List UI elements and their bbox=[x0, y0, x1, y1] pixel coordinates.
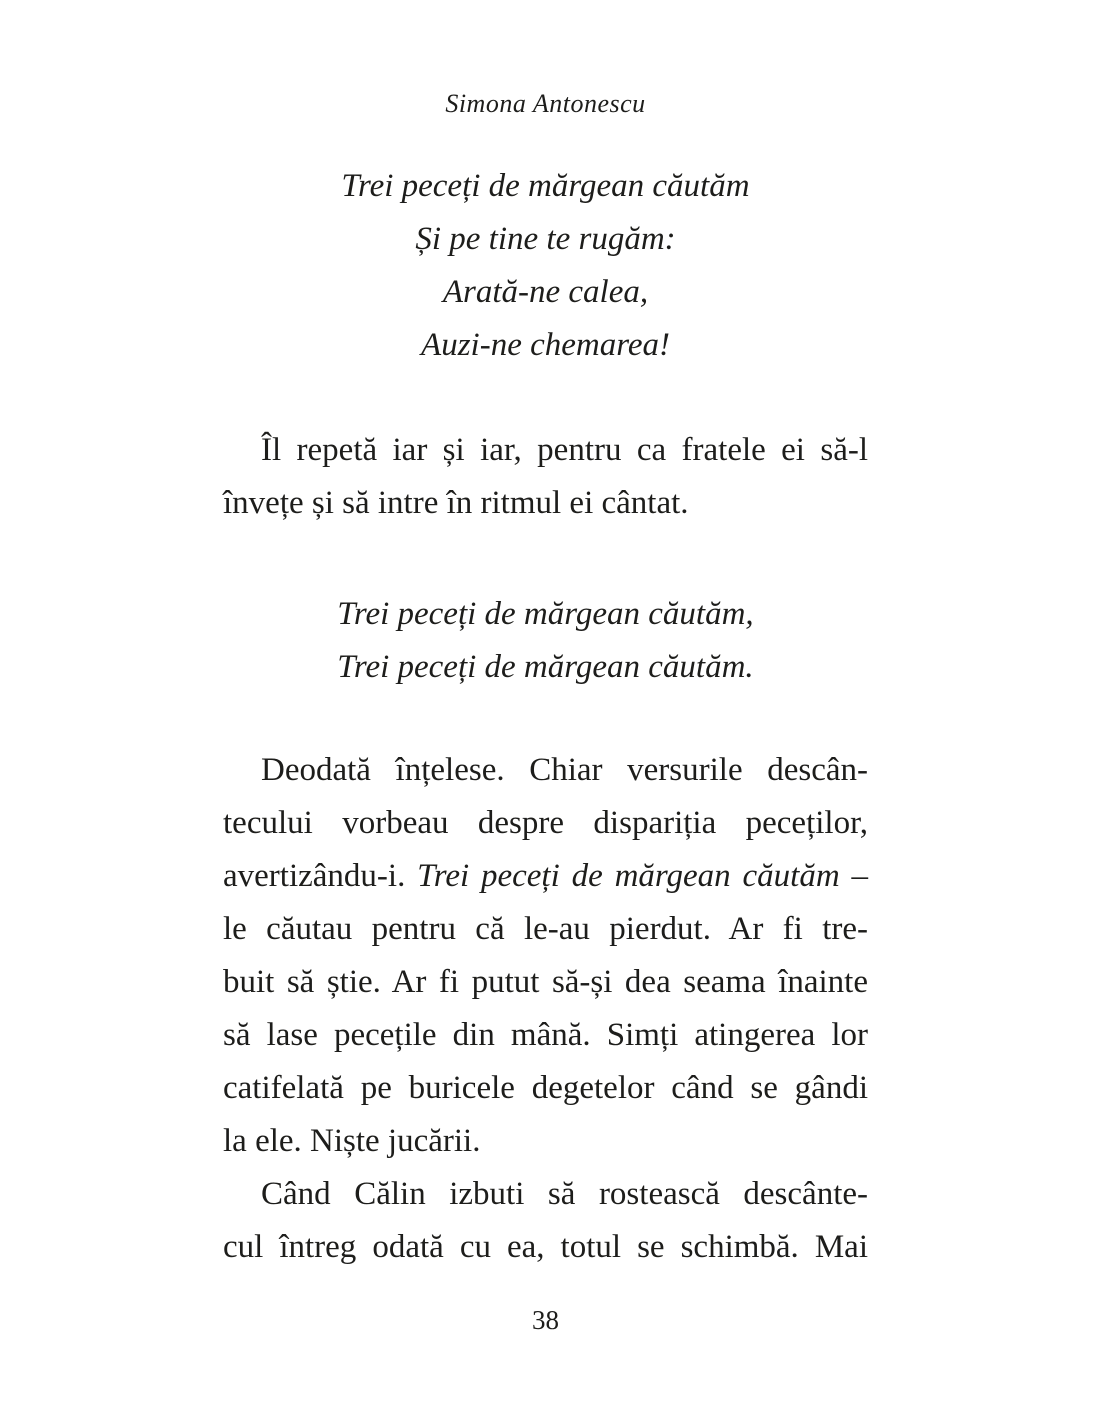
verse-line: Arată-ne calea, bbox=[442, 274, 649, 310]
paragraph-3 bbox=[223, 1168, 868, 1274]
mixed-line-pre: avertizându-i. bbox=[223, 858, 418, 894]
mixed-line-post: – bbox=[839, 858, 869, 894]
verse-line: Trei peceți de mărgean căutăm bbox=[341, 168, 750, 204]
body-line: cul întreg odată cu ea, totul se schimbă. Mai bbox=[223, 1229, 868, 1265]
body-line: Când Călin izbuti să rostească descânte- bbox=[261, 1176, 868, 1212]
body-line: Deodată înțelese. Chiar versurile descân- bbox=[261, 752, 868, 788]
verse-line: Și pe tine te rugăm: bbox=[415, 221, 676, 257]
text-column bbox=[223, 160, 868, 1274]
verse-line: Auzi-ne chemarea! bbox=[421, 327, 670, 363]
body-line-mixed bbox=[223, 850, 868, 903]
running-head-author: Simona Antonescu bbox=[445, 89, 646, 118]
body-line: tecului vorbeau despre dispariția peceților, bbox=[223, 805, 868, 841]
page-number: 38 bbox=[532, 1305, 559, 1335]
verse-block-2 bbox=[223, 588, 868, 694]
body-line: catifelată pe buricele degetelor când se gândi bbox=[223, 1070, 868, 1106]
verse-block-1 bbox=[223, 160, 868, 372]
verse-line: Trei peceți de mărgean căutăm. bbox=[337, 649, 754, 685]
paragraph-1 bbox=[223, 424, 868, 530]
paragraph-2 bbox=[223, 744, 868, 1168]
body-line: le căutau pentru că le-au pierdut. Ar fi tre- bbox=[223, 911, 868, 947]
mixed-line-italic-quote: Trei peceți de mărgean căutăm bbox=[417, 858, 840, 894]
body-line: învețe și să intre în ritmul ei cântat. bbox=[223, 485, 689, 521]
body-line: la ele. Niște jucării. bbox=[223, 1123, 481, 1159]
verse-line: Trei peceți de mărgean căutăm, bbox=[337, 596, 754, 632]
body-line: buit să știe. Ar fi putut să-și dea seama înainte bbox=[223, 964, 868, 1000]
body-line: Îl repetă iar și iar, pentru ca fratele ei să-l bbox=[261, 432, 868, 468]
body-line: să lase pecețile din mână. Simți atingerea lor bbox=[223, 1017, 868, 1053]
